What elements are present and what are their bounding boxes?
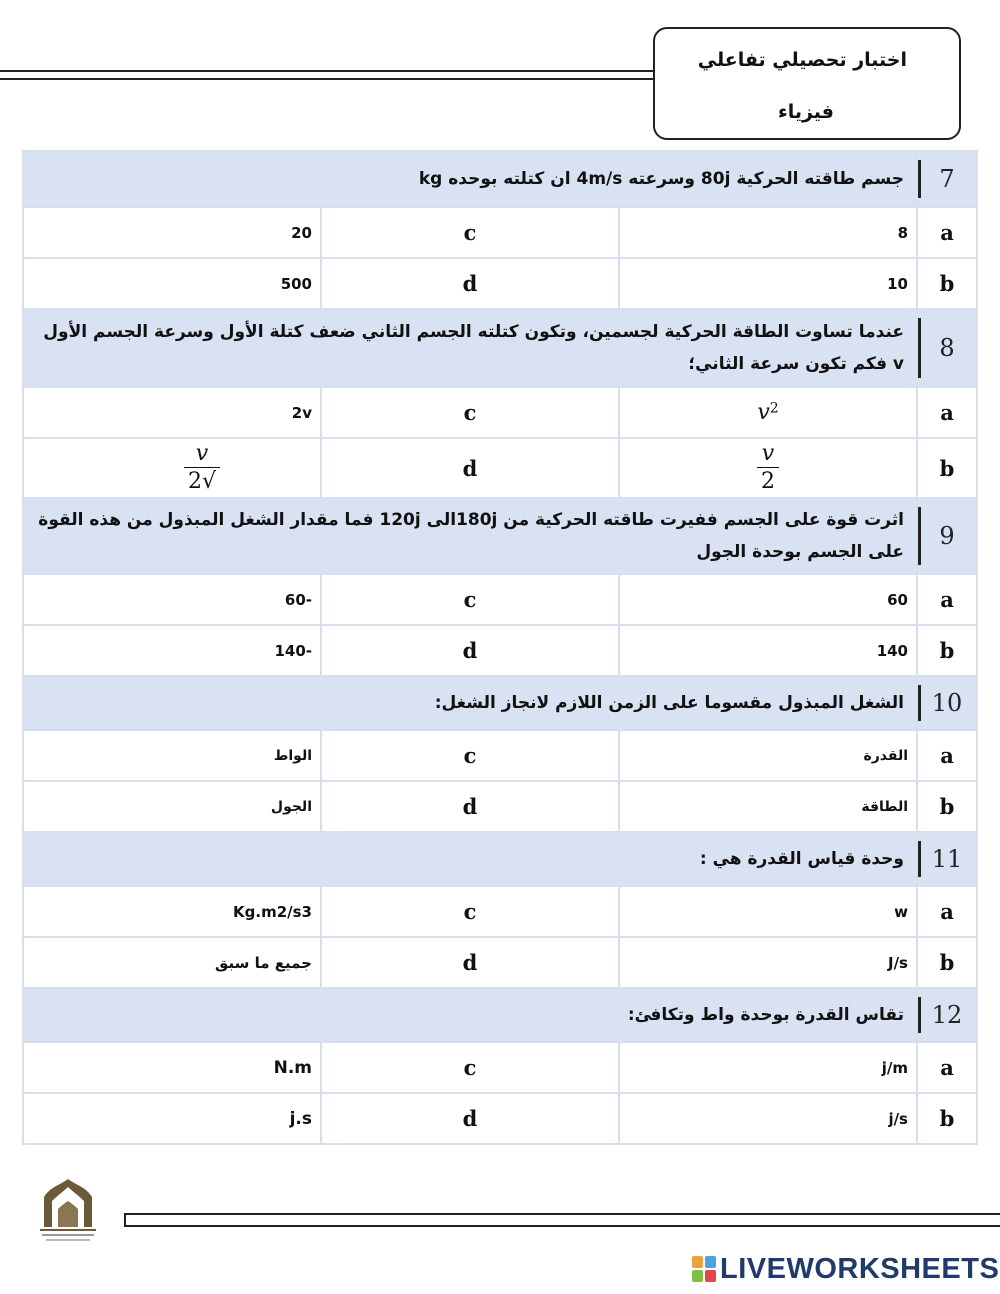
- option-row: [23, 1042, 977, 1093]
- question-text: وحدة قياس القدرة هي :: [23, 832, 917, 886]
- option-letter: a: [917, 574, 977, 625]
- quiz-table: [22, 150, 978, 1145]
- question-row: [23, 676, 977, 730]
- header-box: [653, 27, 961, 140]
- question-text: عندما تساوت الطاقة الحركية لجسمين، وتكون كتلته الجسم الثاني ضعف كتلة الأول وسرعة الجسم الأول v فكم تكون سرعة الثاني؛: [23, 309, 917, 387]
- option-row: [23, 574, 977, 625]
- fraction-numerator: v: [195, 440, 209, 466]
- option-d[interactable]: 500: [23, 258, 321, 309]
- fraction-numerator: v: [761, 440, 775, 466]
- option-letter: d: [321, 781, 619, 832]
- option-letter: a: [917, 730, 977, 781]
- school-logo: [32, 1175, 104, 1245]
- option-d[interactable]: الجول: [23, 781, 321, 832]
- option-letter: d: [321, 937, 619, 988]
- option-letter: b: [917, 258, 977, 309]
- question-number: 12: [917, 988, 977, 1042]
- option-b[interactable]: j/s: [619, 1093, 917, 1144]
- footer-rule: [124, 1213, 1000, 1227]
- question-row: [23, 988, 977, 1042]
- option-letter: c: [321, 886, 619, 937]
- option-row: [23, 781, 977, 832]
- question-number: 8: [917, 309, 977, 387]
- option-a[interactable]: [619, 387, 917, 438]
- brand-text: LIVEWORKSHEETS: [720, 1252, 1000, 1285]
- option-b[interactable]: الطاقة: [619, 781, 917, 832]
- option-c[interactable]: -60: [23, 574, 321, 625]
- question-row: [23, 309, 977, 387]
- option-a[interactable]: 60: [619, 574, 917, 625]
- option-letter: a: [917, 1042, 977, 1093]
- option-letter: d: [321, 1093, 619, 1144]
- option-letter: d: [321, 625, 619, 676]
- question-row: [23, 832, 977, 886]
- option-letter: a: [917, 207, 977, 258]
- question-text: اثرت قوة على الجسم ففيرت طاقته الحركية من 180jالى 120j فما مقدار الشغل المبذول من هذه القوة على الجسم بوحدة الجول: [23, 498, 917, 574]
- option-c[interactable]: 2v: [23, 387, 321, 438]
- option-c[interactable]: الواط: [23, 730, 321, 781]
- question-row: [23, 151, 977, 207]
- option-letter: b: [917, 937, 977, 988]
- option-row: [23, 730, 977, 781]
- option-letter: c: [321, 730, 619, 781]
- fraction: [757, 441, 779, 496]
- option-a[interactable]: w: [619, 886, 917, 937]
- option-b[interactable]: 10: [619, 258, 917, 309]
- option-letter: d: [321, 258, 619, 309]
- fraction: [184, 441, 220, 496]
- question-text: جسم طاقته الحركية 80j وسرعته 4m/s ان كتلته بوحده kg: [23, 151, 917, 207]
- question-text: الشغل المبذول مقسوما على الزمن اللازم لانجاز الشغل:: [23, 676, 917, 730]
- option-c[interactable]: 20: [23, 207, 321, 258]
- option-row: [23, 886, 977, 937]
- option-row: [23, 438, 977, 498]
- option-b[interactable]: [619, 438, 917, 498]
- fraction-denominator: 2: [757, 467, 779, 496]
- page-title: اختبار تحصيلي تفاعلي: [697, 49, 907, 71]
- option-c[interactable]: Kg.m2/s3: [23, 886, 321, 937]
- option-letter: b: [917, 781, 977, 832]
- option-row: [23, 207, 977, 258]
- question-number: 11: [917, 832, 977, 886]
- option-b[interactable]: 140: [619, 625, 917, 676]
- option-d[interactable]: j.s: [23, 1093, 321, 1144]
- option-letter: d: [321, 438, 619, 498]
- option-d[interactable]: [23, 438, 321, 498]
- liveworksheets-icon: [692, 1256, 716, 1282]
- option-d[interactable]: -140: [23, 625, 321, 676]
- subject-label: فيزياء: [778, 101, 834, 123]
- option-row: [23, 625, 977, 676]
- header-rule: [0, 70, 655, 80]
- option-b[interactable]: J/s: [619, 937, 917, 988]
- option-d[interactable]: جميع ما سبق: [23, 937, 321, 988]
- question-text: تقاس القدرة بوحدة واط وتكافئ:: [23, 988, 917, 1042]
- option-a-exponent: 2: [769, 400, 779, 417]
- fraction-denominator: √2: [184, 467, 220, 496]
- option-a[interactable]: القدرة: [619, 730, 917, 781]
- option-a-base: v: [757, 400, 770, 425]
- option-row: [23, 937, 977, 988]
- option-letter: a: [917, 387, 977, 438]
- liveworksheets-brand: [692, 1252, 999, 1286]
- option-a[interactable]: 8: [619, 207, 917, 258]
- question-row: [23, 498, 977, 574]
- option-row: [23, 258, 977, 309]
- question-number: 10: [917, 676, 977, 730]
- option-letter: b: [917, 625, 977, 676]
- option-letter: b: [917, 438, 977, 498]
- option-letter: b: [917, 1093, 977, 1144]
- option-letter: c: [321, 1042, 619, 1093]
- question-number: 7: [917, 151, 977, 207]
- option-row: [23, 1093, 977, 1144]
- option-letter: a: [917, 886, 977, 937]
- option-letter: c: [321, 207, 619, 258]
- option-letter: c: [321, 387, 619, 438]
- option-a[interactable]: j/m: [619, 1042, 917, 1093]
- option-row: [23, 387, 977, 438]
- option-letter: c: [321, 574, 619, 625]
- question-number: 9: [917, 498, 977, 574]
- option-c[interactable]: N.m: [23, 1042, 321, 1093]
